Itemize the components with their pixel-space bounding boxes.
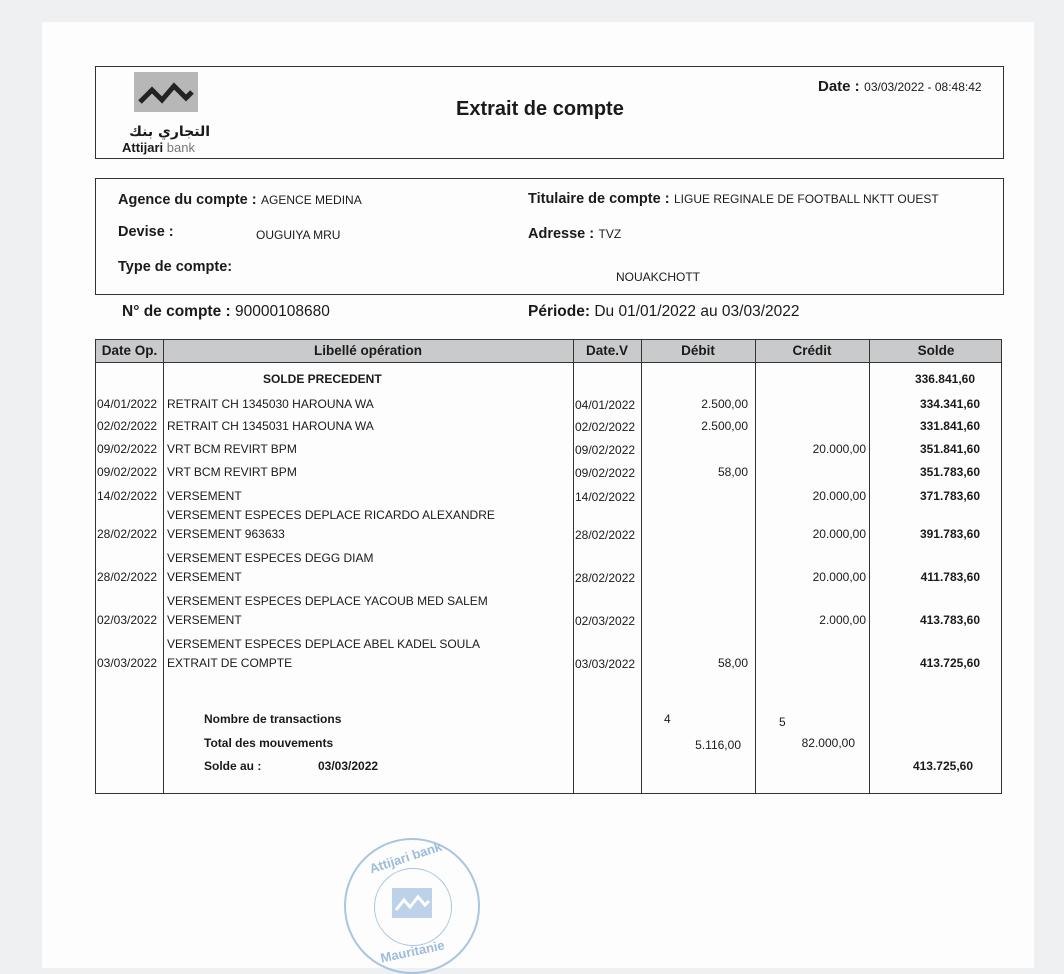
date-value: 03/03/2022 - 08:48:42 [864, 80, 982, 94]
period-start: 01/01/2022 [618, 303, 697, 320]
row-libelle: VRT BCM REVIRT BPM [167, 465, 297, 479]
adresse-label: Adresse : [528, 226, 595, 242]
row-libelle: VERSEMENT 963633 [167, 527, 285, 541]
row-credit: 20.000,00 [812, 489, 866, 503]
col-divider [163, 340, 164, 793]
stamp-logo-icon [392, 888, 432, 918]
row-date-v: 02/02/2022 [575, 420, 636, 434]
agence-value: AGENCE MEDINA [261, 193, 362, 207]
row-solde: 391.783,60 [919, 527, 980, 541]
row-debit: 2.500,00 [701, 397, 748, 411]
solde-precedent-value: 336.841,60 [914, 372, 975, 386]
col-divider [573, 340, 574, 793]
ville-value: NOUAKCHOTT [616, 270, 700, 284]
row-libelle: EXTRAIT DE COMPTE [167, 656, 293, 670]
page-title: Extrait de compte [456, 98, 624, 120]
row-debit: 2.500,00 [701, 419, 748, 433]
logo-arabic: التجاري بنك [129, 124, 210, 140]
row-libelle-detail: VERSEMENT ESPECES DEGG DIAM [167, 551, 374, 565]
logo-brand: Attijari [122, 140, 164, 155]
row-libelle-detail: VERSEMENT ESPECES DEPLACE ABEL KADEL SOULA [167, 637, 481, 651]
row-libelle: VERSEMENT [167, 489, 242, 503]
row-date-v: 09/02/2022 [575, 466, 636, 480]
logo-suffix: bank [166, 140, 195, 155]
agence-label: Agence du compte : [118, 192, 257, 208]
type-label: Type de compte: [118, 259, 233, 275]
row-date-v: 04/01/2022 [575, 398, 636, 412]
row-date-op: 09/02/2022 [97, 442, 158, 456]
logo-wordmark [122, 140, 195, 155]
solde-precedent-label: SOLDE PRECEDENT [263, 372, 382, 386]
row-libelle: RETRAIT CH 1345031 HAROUNA WA [167, 419, 374, 433]
period-label: Période: [528, 303, 591, 320]
logo [120, 72, 230, 156]
row-credit: 20.000,00 [812, 442, 866, 456]
row-credit: 20.000,00 [812, 527, 866, 541]
row-solde: 351.841,60 [919, 442, 980, 456]
row-libelle-detail: VERSEMENT ESPECES DEPLACE RICARDO ALEXANDRE [167, 508, 495, 522]
row-solde: 413.783,60 [919, 613, 980, 627]
row-credit: 20.000,00 [812, 570, 866, 584]
row-solde: 334.341,60 [919, 397, 980, 411]
period [528, 303, 800, 321]
period-end: 03/03/2022 [721, 303, 800, 320]
row-solde: 371.783,60 [919, 489, 980, 503]
total-credit: 82.000,00 [801, 736, 855, 750]
solde-au-date: 03/03/2022 [318, 759, 379, 773]
solde-au-value: 413.725,60 [912, 759, 973, 773]
nb-credit: 5 [779, 715, 786, 729]
row-date-op: 02/03/2022 [97, 613, 158, 627]
header-debit: Débit [681, 343, 715, 358]
stamp-bottom-text: Mauritanie [379, 937, 446, 966]
account-number-value: 90000108680 [235, 303, 330, 320]
row-date-op: 28/02/2022 [97, 570, 158, 584]
header-date-v: Date.V [585, 343, 629, 358]
header-date-op: Date Op. [101, 343, 158, 358]
bank-stamp [344, 838, 480, 974]
account-number-label: N° de compte : [122, 303, 231, 320]
row-libelle: VERSEMENT [167, 613, 242, 627]
header-date [818, 78, 982, 96]
adresse-line [528, 225, 621, 243]
col-divider [641, 340, 642, 793]
row-solde: 411.783,60 [920, 570, 980, 584]
row-libelle: VRT BCM REVIRT BPM [167, 442, 297, 456]
row-libelle: RETRAIT CH 1345030 HAROUNA WA [167, 397, 374, 411]
solde-au-label: Solde au : [204, 759, 262, 773]
total-mouvements-label: Total des mouvements [204, 736, 334, 750]
row-date-op: 03/03/2022 [97, 656, 158, 670]
devise-label: Devise : [118, 224, 174, 240]
period-au: au [700, 303, 718, 320]
attijari-logo-mark [134, 72, 198, 112]
nb-transactions-label: Nombre de transactions [204, 712, 342, 726]
account-number [122, 303, 330, 321]
row-date-op: 09/02/2022 [97, 465, 158, 479]
row-solde: 351.783,60 [919, 465, 980, 479]
header-credit: Crédit [792, 343, 832, 358]
period-du: Du [594, 303, 615, 320]
row-libelle-detail: VERSEMENT ESPECES DEPLACE YACOUB MED SALEM [167, 594, 488, 608]
row-solde: 331.841,60 [919, 419, 980, 433]
transactions-table [95, 339, 1002, 794]
row-date-op: 28/02/2022 [97, 527, 158, 541]
row-solde: 413.725,60 [919, 656, 980, 670]
row-date-v: 09/02/2022 [575, 443, 636, 457]
row-date-v: 14/02/2022 [575, 490, 636, 504]
col-divider [869, 340, 870, 793]
nb-debit: 4 [664, 712, 671, 726]
agence-line [118, 191, 362, 209]
col-divider [755, 340, 756, 793]
row-debit: 58,00 [717, 465, 748, 479]
row-date-v: 02/03/2022 [575, 614, 636, 628]
row-date-op: 14/02/2022 [97, 489, 158, 503]
adresse-value: TVZ [598, 227, 622, 241]
stamp-top-text: Attijari bank [367, 838, 444, 877]
date-label: Date : [818, 78, 860, 95]
row-credit: 2.000,00 [819, 613, 866, 627]
titulaire-label: Titulaire de compte : [528, 191, 670, 207]
header-solde: Solde [917, 343, 955, 358]
row-date-op: 04/01/2022 [97, 397, 158, 411]
devise-value: OUGUIYA MRU [256, 228, 341, 242]
header-libelle: Libellé opération [313, 343, 422, 358]
row-date-v: 28/02/2022 [575, 528, 636, 542]
row-date-v: 28/02/2022 [575, 571, 636, 585]
titulaire-line [528, 190, 939, 208]
row-libelle: VERSEMENT [167, 570, 242, 584]
row-debit: 58,00 [717, 656, 748, 670]
row-date-v: 03/03/2022 [575, 657, 636, 671]
row-date-op: 02/02/2022 [97, 419, 158, 433]
titulaire-value: LIGUE REGINALE DE FOOTBALL NKTT OUEST [674, 192, 939, 206]
total-debit: 5.116,00 [695, 738, 741, 752]
